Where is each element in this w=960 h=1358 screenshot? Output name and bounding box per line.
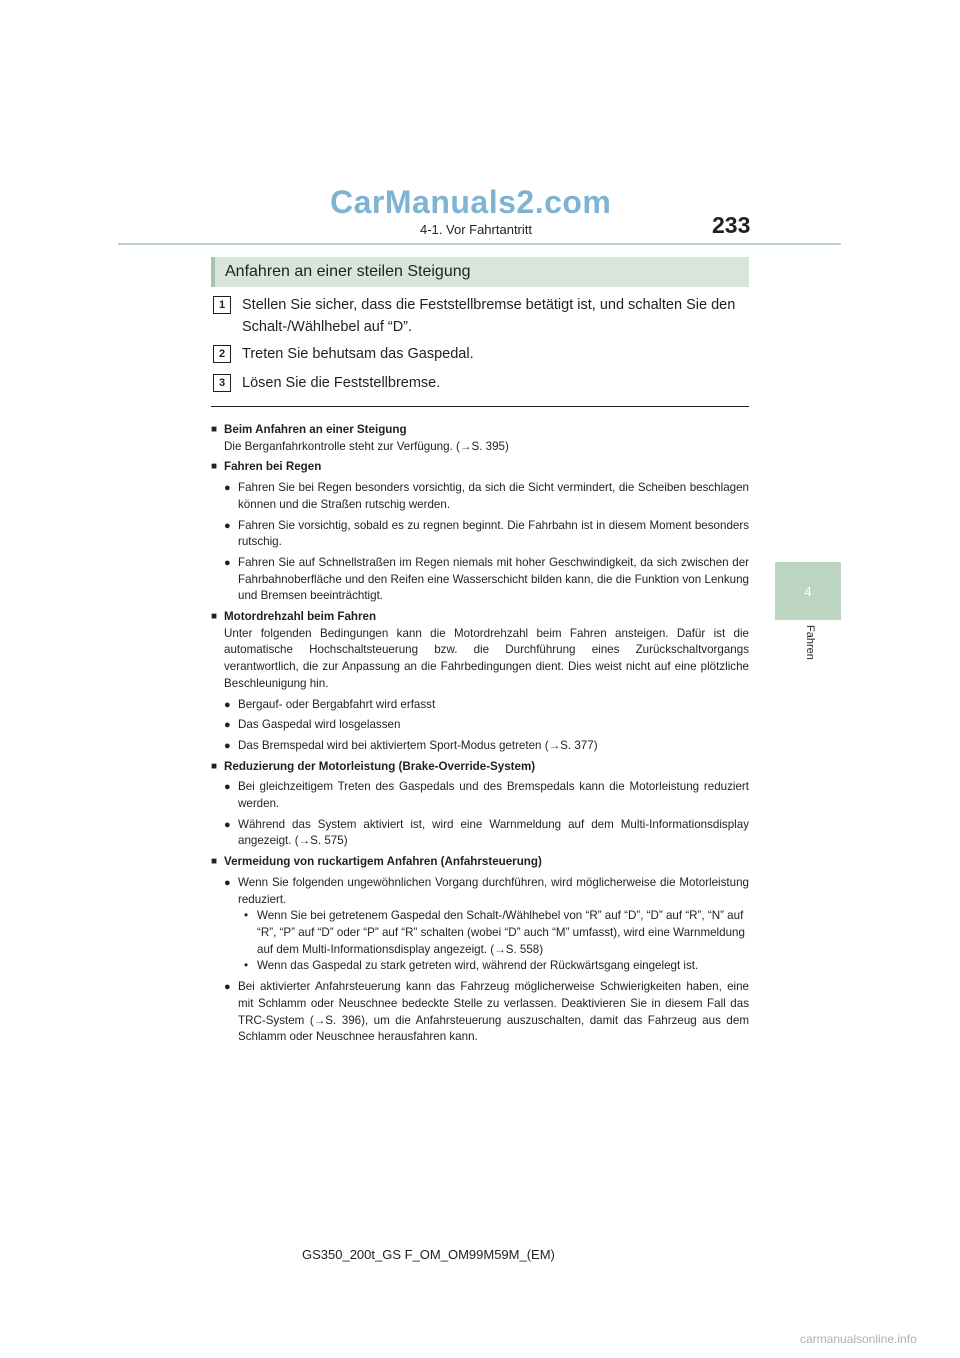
bullet-icon: ● (224, 698, 231, 711)
square-bullet-icon: ■ (211, 611, 218, 623)
list-item: ● Fahren Sie vorsichtig, sobald es zu regnen beginnt. Die Fahrbahn ist in diesem Moment besonders rutschig. (224, 518, 749, 551)
bullet-icon: ● (224, 482, 231, 495)
section-title: Anfahren an einer steilen Steigung (225, 263, 471, 280)
note-heading: ■ Beim Anfahren an einer Steigung (211, 422, 749, 439)
note-heading: ■ Vermeidung von ruckartigem Anfahren (Anfahrsteuerung) (211, 854, 749, 871)
step-text: Treten Sie behutsam das Gaspedal. (242, 346, 474, 362)
square-bullet-icon: ■ (211, 461, 218, 473)
bullet-icon: ● (224, 739, 231, 752)
list-item: ● Das Gaspedal wird losgelassen (224, 717, 749, 734)
page-number: 233 (712, 212, 751, 238)
sub-list-item: • Wenn das Gaspedal zu stark getreten wird, während der Rückwärtsgang eingelegt ist. (238, 958, 749, 975)
list-item: ● Fahren Sie bei Regen besonders vorsichtig, da sich die Sicht vermindert, die Scheiben beschlagen können und die Straßen rutschig werden. (224, 480, 749, 513)
note-heading: ■ Fahren bei Regen (211, 459, 749, 476)
list-item: ● Wenn Sie folgenden ungewöhnlichen Vorgang durchführen, wird möglicherweise die Motorleistung reduziert. (224, 875, 749, 908)
bullet-icon: ● (224, 781, 231, 794)
bullet-icon: ● (224, 519, 231, 532)
note-text: Unter folgenden Bedingungen kann die Motordrehzahl beim Fahren ansteigen. Dafür ist die automatische Hochschaltsteuerung bzw. die Durchführung eines Zurückschaltvorgangs verantwortlich, die zur Anpassung an die Fahrbedingungen dient. Dies weist nicht auf eine plötzliche Beschleunigung hin. (224, 626, 749, 690)
section-heading: 4-1. Vor Fahrtantritt (420, 222, 532, 237)
step-text: Lösen Sie die Feststellbremse. (242, 375, 441, 391)
bullet-icon: ● (224, 556, 231, 569)
dot-icon: • (244, 909, 249, 923)
square-bullet-icon: ■ (211, 424, 218, 435)
step-number: 3 (213, 374, 231, 392)
list-item: ● Das Bremspedal wird bei aktiviertem Sport-Modus getreten (→S. 377) (224, 738, 749, 755)
notes-section (211, 418, 749, 1046)
square-bullet-icon: ■ (211, 760, 218, 772)
step-1 (213, 294, 752, 338)
note-text: Die Berganfahrkontrolle steht zur Verfügung. (→S. 395) (224, 439, 509, 453)
chapter-label: Fahren (804, 625, 816, 660)
list-item: ● Bei gleichzeitigem Treten des Gaspedals und des Bremspedals kann die Motorleistung reduziert werden. (224, 779, 749, 812)
list-item: ● Während das System aktiviert ist, wird eine Warnmeldung auf dem Multi-Informationsdisplay angezeigt. (→S. 575) (224, 817, 749, 850)
bullet-icon: ● (224, 719, 231, 732)
bullet-icon: ● (224, 981, 231, 994)
step-number: 1 (213, 296, 231, 314)
list-item: ● Fahren Sie auf Schnellstraßen im Regen niemals mit hoher Geschwindigkeit, da sich zwischen der Fahrbahnoberfläche und den Reifen eine Wasserschicht bilden kann, die die Funktion von Lenkung und Bremsen beeinträchtigt. (224, 555, 749, 605)
chapter-tab (775, 562, 841, 620)
divider (211, 406, 749, 407)
document-code: GS350_200t_GS F_OM_OM99M59M_(EM) (302, 1247, 555, 1262)
square-bullet-icon: ■ (211, 856, 218, 868)
watermark-logo: CarManuals2.com (330, 184, 612, 220)
sub-list-item: • Wenn Sie bei getretenem Gaspedal den Schalt-/Wählhebel von “R” auf “D”, “D” auf “R”, “N” auf “R”, “P” auf “D” oder “P” auf “R” schalten (wobei “D” auch “M” umfasst), wird eine Warnmeldung auf dem Multi-Informationsdisplay angezeigt. (→S. 558) (238, 908, 749, 958)
chapter-number: 4 (804, 583, 812, 599)
list-item: ● Bergauf- oder Bergabfahrt wird erfasst (224, 697, 749, 714)
note-heading: ■ Motordrehzahl beim Fahren (211, 609, 749, 626)
note-heading: ■ Reduzierung der Motorleistung (Brake-Override-System) (211, 759, 749, 776)
bullet-icon: ● (224, 818, 231, 831)
footer-watermark: carmanualsonline.info (800, 1332, 917, 1346)
step-2 (213, 343, 752, 365)
step-number: 2 (213, 345, 231, 363)
step-3 (213, 372, 752, 394)
step-text: Stellen Sie sicher, dass die Feststellbremse betätigt ist, und schalten Sie den Schalt-/Wählhebel auf “D”. (242, 297, 736, 335)
dot-icon: • (244, 959, 249, 973)
bullet-icon: ● (224, 876, 231, 889)
section-title-bar (211, 257, 749, 287)
header-rule (118, 243, 841, 245)
list-item: ● Bei aktivierter Anfahrsteuerung kann das Fahrzeug möglicherweise Schwierigkeiten haben, eine mit Schlamm oder Neuschnee bedeckte Stelle zu verlassen. Deaktivieren Sie in diesem Fall das TRC-System (→S. 396), um die Anfahrsteuerung auszuschalten, damit das Fahrzeug aus dem Schlamm oder Neuschnee herausfahren kann. (224, 979, 749, 1046)
